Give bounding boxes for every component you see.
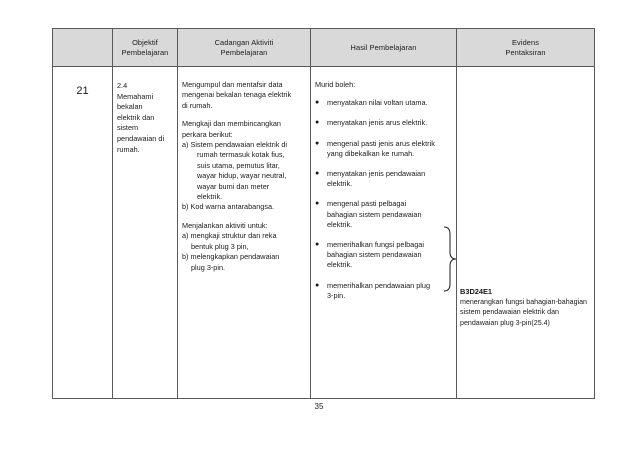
list-item: ● menyatakan jenis arus elektrik. xyxy=(315,118,428,128)
list-item: ● mengenal pasti pelbagai bahagian sistem pendawaian elektrik. xyxy=(315,199,422,229)
header-cadangan: Cadangan Aktiviti Pembelajaran xyxy=(178,29,311,67)
syllabus-table xyxy=(52,28,595,399)
bullet-icon: ● xyxy=(315,139,320,147)
header-objektif: Objektif Pembelajaran xyxy=(113,29,178,67)
evidens-block: B3D24E1 menerangkan fungsi bahagian-bahagian sistem pendawaian elektrik dan pendawaian plug 3-pin(25.4) xyxy=(460,287,638,328)
hasil-intro: Murid boleh: xyxy=(315,80,356,89)
page-number: 35 xyxy=(314,402,324,411)
bullet-icon: ● xyxy=(315,99,320,107)
bullet-icon: ● xyxy=(315,281,320,289)
header-blank xyxy=(53,29,113,67)
bullet-icon: ● xyxy=(315,119,320,127)
list-item: ● memerihalkan fungsi pelbagai bahagian sistem pendawaian elektrik. xyxy=(315,240,424,270)
evidens-code: B3D24E1 xyxy=(460,287,493,296)
cadangan-cell: Mengumpul dan mentafsir data mengenai bekalan tenaga elektrik di rumah. Mengkaji dan membincangkan perkara berikut: a) Sistem pendawaian elektrik di rumah termasuk kotak fius, suis utama, pemutus litar, wayar hidup, wayar neutral, wayar bumi dan meter elektrik. b) Kod warna antarabangsa. Menjalankan aktiviti untuk: a) mengkaji struktur dan reka bentuk plug 3 pin, b) melengkapkan pendawaian plug 3-pin. xyxy=(178,67,311,399)
list-item: ● memerihalkan pendawaian plug 3-pin. xyxy=(315,280,431,300)
bullet-icon: ● xyxy=(315,200,320,208)
list-item: ● mengenal pasti jenis arus elektrik yang dibekalkan ke rumah. xyxy=(315,138,435,158)
bullet-icon: ● xyxy=(315,241,320,249)
curly-brace-icon xyxy=(442,226,458,292)
header-row xyxy=(53,29,595,67)
objektif-cell: 2.4 Memahami bekalan elektrik dan sistem pendawaian di rumah. xyxy=(113,67,178,399)
row-number: 21 xyxy=(53,67,113,399)
list-item: ● menyatakan nilai voltan utama. xyxy=(315,98,428,108)
bullet-icon: ● xyxy=(315,170,320,178)
header-evidens: Evidens Pentaksiran xyxy=(457,29,595,67)
header-hasil: Hasil Pembelajaran xyxy=(311,29,457,67)
evidens-cell xyxy=(457,67,595,399)
hasil-cell xyxy=(311,67,457,399)
list-item: ● menyatakan jenis pendawaian elektrik. xyxy=(315,169,426,189)
content-row xyxy=(53,67,595,399)
